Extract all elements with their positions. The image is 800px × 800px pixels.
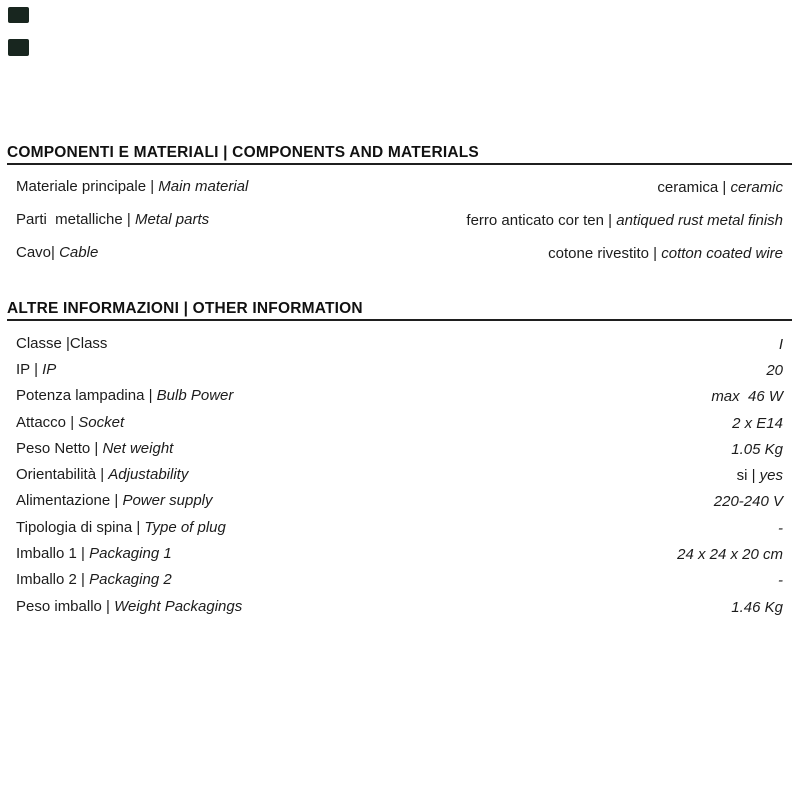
spec-row-value (677, 546, 783, 563)
spec-row-value (711, 388, 783, 405)
text-english-italic: Main material (158, 178, 249, 195)
spec-row-value (737, 467, 783, 484)
text-english-italic: I (778, 335, 783, 353)
spec-row (7, 567, 792, 593)
text-english-italic: Metal parts (134, 211, 210, 228)
spec-row-value (731, 441, 783, 458)
spec-row-label (16, 598, 242, 615)
text-english-italic: Bulb Power (156, 387, 234, 405)
text-italian: Peso Netto | (16, 439, 103, 457)
section-title-other-information: ALTRE INFORMAZIONI | OTHER INFORMATION (7, 300, 792, 321)
spec-row-value (778, 572, 783, 589)
text-english-italic: Packaging 2 (89, 571, 172, 589)
text-english-italic: 1.05 Kg (731, 440, 783, 458)
spec-row-value (714, 493, 783, 510)
spec-row-value (779, 336, 783, 353)
spec-row-label (16, 414, 124, 431)
spec-row (7, 330, 792, 356)
section-title-components-and-materials: COMPONENTI E MATERIALI | COMPONENTS AND MATERIALS (7, 144, 792, 165)
spec-row-value (466, 212, 783, 229)
text-italian: IP | (16, 360, 43, 378)
spec-row-label (16, 387, 233, 404)
spec-row-value (766, 362, 783, 379)
text-english-italic: 24 x 24 x 20 cm (677, 546, 783, 564)
text-italian: Attacco | (16, 413, 79, 431)
spec-row-label (16, 178, 248, 195)
text-italian: Parti metalliche | (16, 211, 135, 228)
spec-row (7, 488, 792, 514)
spec-row (7, 203, 792, 236)
text-italian: ceramica | (657, 179, 731, 196)
text-english-italic: Net weight (102, 439, 174, 457)
text-italian: cotone rivestito | (548, 245, 662, 262)
text-english-italic: max 46 W (711, 388, 783, 406)
spec-row (7, 514, 792, 540)
spec-row-label (16, 492, 213, 509)
text-english-italic: Cable (59, 244, 99, 261)
spec-row-label (16, 519, 226, 536)
spec-row-value (732, 415, 783, 432)
spec-row (7, 461, 792, 487)
text-english-italic: Packaging 1 (89, 545, 172, 563)
text-italian: Materiale principale | (16, 178, 159, 195)
spec-row-label (16, 545, 172, 562)
spec-row-label (16, 211, 209, 228)
spec-row (7, 170, 792, 203)
text-italian: Potenza lampadina | (16, 387, 157, 405)
section-components-and-materials (7, 144, 792, 165)
text-italian: Cavo| (16, 244, 60, 261)
spec-row-label (16, 244, 98, 261)
text-english-italic: - (778, 572, 783, 590)
spec-row-value (657, 179, 783, 196)
text-italian: Classe |Class (16, 334, 108, 352)
spec-row-label (16, 466, 188, 483)
text-english-italic: Socket (78, 413, 125, 431)
spec-row-value (548, 245, 783, 262)
text-italian: Peso imballo | (16, 597, 115, 615)
text-italian: Imballo 2 | (16, 571, 90, 589)
text-italian: Tipologia di spina | (16, 518, 145, 536)
text-english-italic: - (778, 519, 783, 537)
text-english-italic: yes (759, 467, 783, 485)
text-english-italic: 20 (766, 361, 783, 379)
spec-row (7, 540, 792, 566)
text-italian: ferro anticato cor ten | (466, 212, 617, 229)
spec-row (7, 236, 792, 269)
spec-row (7, 409, 792, 435)
spec-row (7, 356, 792, 382)
spec-row (7, 593, 792, 619)
dark-square-marker-icon (8, 7, 29, 23)
text-italian: Imballo 1 | (16, 545, 90, 563)
text-english-italic: Power supply (122, 492, 213, 510)
other-information-rows (7, 330, 792, 619)
dark-square-marker-icon (8, 39, 29, 56)
text-english-italic: 1.46 Kg (731, 598, 783, 616)
text-english-italic: Weight Packagings (114, 597, 243, 615)
spec-row-label (16, 361, 56, 378)
text-english-italic: 2 x E14 (732, 414, 783, 432)
spec-row-label (16, 440, 173, 457)
spec-row (7, 435, 792, 461)
text-italian: si | (736, 467, 760, 485)
text-english-italic: Type of plug (144, 518, 226, 536)
spec-row-label (16, 571, 172, 588)
text-italian: Alimentazione | (16, 492, 123, 510)
text-english-italic: antiqued rust metal finish (616, 212, 783, 229)
spec-row (7, 383, 792, 409)
text-english-italic: cotton coated wire (661, 245, 783, 262)
components-rows (7, 170, 792, 269)
spec-row-value (731, 599, 783, 616)
text-english-italic: 220-240 V (713, 493, 783, 511)
spec-row-value (778, 520, 783, 537)
text-english-italic: Adjustability (108, 466, 189, 484)
section-other-information (7, 300, 792, 321)
spec-row-label (16, 335, 107, 352)
text-english-italic: IP (42, 360, 57, 378)
text-english-italic: ceramic (730, 179, 783, 196)
text-italian: Orientabilità | (16, 466, 109, 484)
